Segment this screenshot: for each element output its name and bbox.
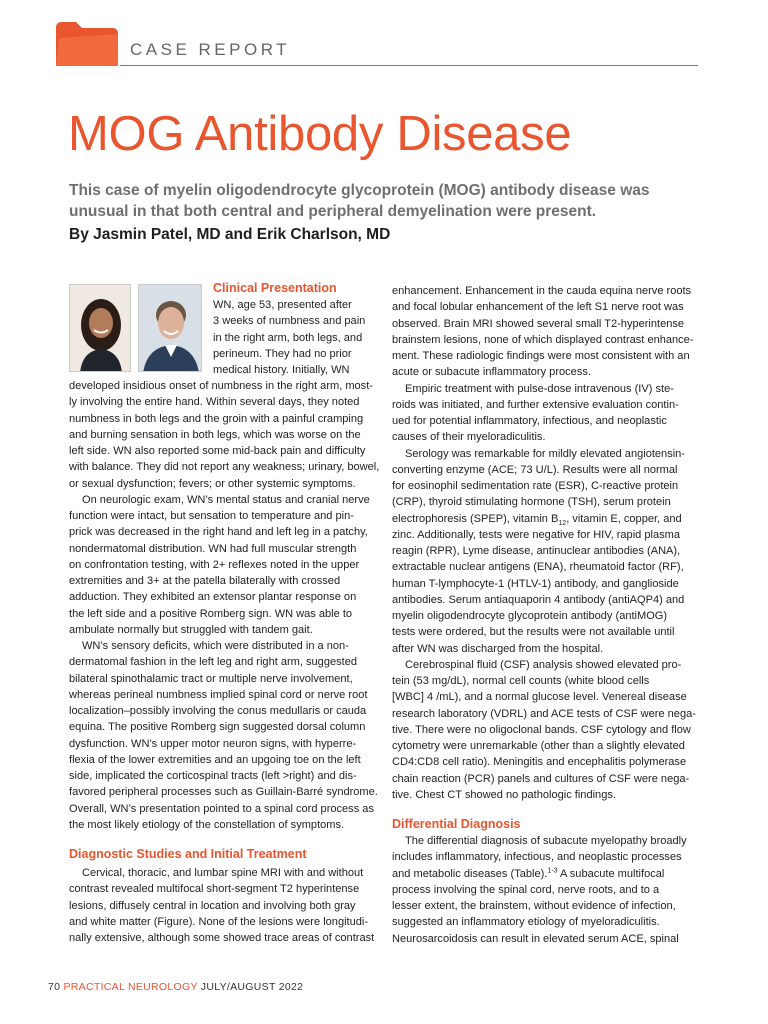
body-line: enhancement. Enhancement in the cauda equina nerve roots	[392, 285, 692, 297]
body-line: lesser extent, the brainstem, without evidence of infection,	[392, 900, 676, 912]
body-line: lesions, diffusely central in location and involving both gray	[69, 899, 356, 912]
body-line: medical history. Initially, WN	[213, 364, 350, 376]
body-line: bilateral spinothalamic tract or multiple nerve involvement,	[69, 672, 353, 685]
body-line: reagin (RPR), Lyme disease, antinuclear antibodies (ANA),	[392, 545, 681, 557]
body-line: Serology was remarkable for mildly elevated angiotensin-	[405, 447, 685, 460]
section-heading-diagnostic: Diagnostic Studies and Initial Treatment	[69, 847, 307, 861]
meta-text: and metabolic diseases (Table).	[392, 867, 548, 880]
publication-name: PRACTICAL NEUROLOGY	[63, 981, 198, 993]
body-line: On neurologic exam, WN’s mental status and cranial nerve	[82, 493, 370, 506]
section-heading-clinical: Clinical Presentation	[213, 281, 337, 295]
meta-text-end: A subacute multifocal	[557, 867, 665, 880]
body-line: favored peripheral processes such as Guillain-Barré syndrome.	[69, 786, 378, 799]
body-line: tive. Chest CT showed no pathologic findings.	[392, 788, 616, 801]
body-line: process involving the spinal cord, nerve roots, and to a	[392, 883, 660, 896]
body-line: research laboratory (VDRL) and ACE tests of CSF were nega-	[392, 707, 696, 720]
body-line: myelin oligodendrocyte glycoprotein antibody (antiMOG)	[392, 610, 668, 622]
author-photo-charlson	[138, 284, 202, 372]
body-line: observed. Brain MRI showed several small T2-hyperintense	[392, 317, 685, 330]
deck-line: unusual in that both central and peripheral demyelination were present.	[69, 203, 597, 220]
body-line: perineum. They had no prior	[213, 347, 352, 360]
body-line: Empiric treatment with pulse-dose intravenous (IV) ste-	[405, 382, 674, 395]
body-line: [WBC] 4 /mL), and a normal glucose level. Venereal disease	[392, 691, 687, 704]
body-line: developed insidious onset of numbness in the right arm, most-	[69, 380, 373, 392]
section-heading-differential: Differential Diagnosis	[392, 817, 521, 831]
spep-text-end: , vitamin E, copper, and	[566, 512, 682, 525]
body-line: (CRP), thyroid stimulating hormone (TSH), serum protein	[392, 496, 671, 509]
body-line: prick was decreased in the right hand and left leg in a patchy,	[69, 526, 368, 539]
body-line: brainstem lesions, none of which displayed contrast enhance-	[392, 333, 694, 346]
body-line: converting enzyme (ACE; 73 U/L). Results were all normal	[392, 463, 678, 476]
body-line: equina. The positive Romberg sign suggested dorsal column	[69, 721, 366, 734]
body-line: function were intact, but sensation to temperature and pin-	[69, 510, 354, 522]
body-line: WN’s sensory deficits, which were distributed in a non-	[82, 640, 349, 652]
body-line: the most likely etiology of the constellation of symptoms.	[69, 818, 345, 831]
folder-icon	[56, 22, 118, 66]
body-line: roids was initiated, and further extensive evaluation contin-	[392, 398, 679, 411]
page-number: 70	[48, 981, 61, 993]
section-label: CASE REPORT	[130, 40, 291, 59]
page-footer	[48, 981, 303, 993]
body-line: and white matter (Figure). None of the lesions were longitudi-	[69, 915, 369, 928]
article-title: MOG Antibody Disease	[68, 107, 572, 161]
body-line: Cerebrospinal fluid (CSF) analysis showed elevated pro-	[405, 658, 682, 671]
body-line: tive. There were no oligoclonal bands. CSF cytology and flow	[392, 723, 691, 736]
body-line: in the right arm, both legs, and	[213, 331, 363, 344]
body-line: and focal lobular enhancement of the left S1 nerve root was	[392, 301, 684, 314]
body-line: flexia of the lower extremities and an upgoing toe on the left	[69, 753, 361, 766]
body-line: tein (53 mg/dL), normal cell counts (white blood cells	[392, 675, 650, 687]
body-line: dysfunction. WN’s upper motor neuron signs, with hyperre-	[69, 737, 357, 750]
body-line: ued for potential inflammatory, infectious, and neoplastic	[392, 415, 667, 427]
body-line: contrast revealed multifocal short-segment T2 hyperintense	[69, 883, 360, 896]
body-line: left side. WN also reported some mid-back pain and difficulty	[69, 445, 366, 457]
body-line: nondermatomal distribution. WN had full muscular strength	[69, 542, 357, 555]
body-line: human T-lymphocyte-1 (HTLV-1) antibody, and ganglioside	[392, 577, 679, 590]
body-line: CD4:CD8 cell ratio). Meningitis and encephalitis polymerase	[392, 756, 687, 769]
body-line: zinc. Additionally, tests were negative for HIV, rapid plasma	[392, 528, 680, 541]
article-deck	[69, 180, 719, 222]
body-line: antibodies. Serum antiaquaporin 4 antibody (antiAQP4) and	[392, 593, 685, 606]
body-line: on confrontation testing, with 2+ reflexes noted in the upper	[69, 558, 360, 571]
body-line: after WN was discharged from the hospital.	[392, 642, 604, 655]
body-line: chain reaction (PCR) panels and cultures of CSF were nega-	[392, 772, 690, 785]
clinical-intro	[213, 280, 383, 378]
spep-text: electrophoresis (SPEP), vitamin B	[392, 512, 559, 525]
body-line: Neurosarcoidosis can result in elevated serum ACE, spinal	[392, 932, 679, 945]
body-line	[392, 511, 702, 527]
body-line: cytometry were unremarkable (other than a slightly elevated	[392, 740, 685, 752]
body-line: includes inflammatory, infectious, and neoplastic processes	[392, 851, 682, 864]
body-line: ambulate normally but struggled with tandem gait.	[69, 623, 313, 636]
left-column	[69, 378, 379, 946]
body-line: suggested an inflammatory etiology of myeloradiculitis.	[392, 916, 660, 929]
body-line: Cervical, thoracic, and lumbar spine MRI with and without	[82, 867, 364, 879]
deck-line: This case of myelin oligodendrocyte glycoprotein (MOG) antibody disease was	[69, 182, 650, 199]
body-line: tests were ordered, but the results were not available until	[392, 626, 675, 639]
body-line: extractable nuclear antigens (ENA), rheumatoid factor (RF),	[392, 561, 684, 574]
header-rule	[120, 65, 698, 66]
body-line: ment. These radiologic findings were most consistent with an	[392, 350, 690, 362]
body-line: localization–possibly involving the conus medullaris or cauda	[69, 705, 367, 717]
body-line: adduction. They exhibited an extensor plantar response on	[69, 591, 357, 604]
body-line: numbness in both legs and the groin with a painful cramping	[69, 412, 364, 425]
citation-superscript: 1-3	[547, 866, 558, 874]
author-portrait-icon	[70, 285, 131, 372]
issue-date: JULY/AUGUST 2022	[200, 981, 304, 993]
body-line: Overall, WN’s presentation pointed to a spinal cord process as	[69, 802, 374, 815]
body-line	[392, 866, 702, 882]
body-line: whereas perineal numbness implied spinal cord or nerve root	[69, 688, 368, 701]
body-line: 3 weeks of numbness and pain	[213, 315, 366, 328]
author-photo-patel	[69, 284, 131, 372]
body-line: dermatomal fashion in the left leg and right arm, suggested	[69, 656, 357, 669]
right-column	[392, 283, 702, 947]
body-line: WN, age 53, presented after	[213, 299, 352, 311]
author-portrait-icon	[139, 285, 202, 372]
body-line: and burning sensation in both legs, which was worse on the	[69, 428, 361, 441]
body-line: with balance. They did not report any weakness; urinary, bowel,	[69, 461, 380, 474]
body-line: causes of their myeloradiculitis.	[392, 431, 546, 444]
body-line: acute or subacute inflammatory process.	[392, 366, 591, 379]
body-line: nally extensive, although some showed trace areas of contrast	[69, 932, 375, 944]
body-line: side, implicated the corticospinal tracts (left >right) and dis-	[69, 770, 357, 782]
body-line: extremities and 3+ at the patella bilaterally with crossed	[69, 575, 341, 587]
body-line: the left side and a positive Romberg sign. WN was able to	[69, 607, 353, 620]
body-line: The differential diagnosis of subacute myelopathy broadly	[405, 835, 687, 847]
body-line: or sexual dysfunction; fevers; or other systemic symptoms.	[69, 477, 356, 490]
vitamin-subscript: 12	[558, 519, 567, 527]
body-line: for eosinophil sedimentation rate (ESR), C-reactive protein	[392, 480, 679, 492]
body-line: ly involving the entire hand. Within several days, they noted	[69, 396, 360, 409]
byline: By Jasmin Patel, MD and Erik Charlson, MD	[69, 226, 391, 243]
